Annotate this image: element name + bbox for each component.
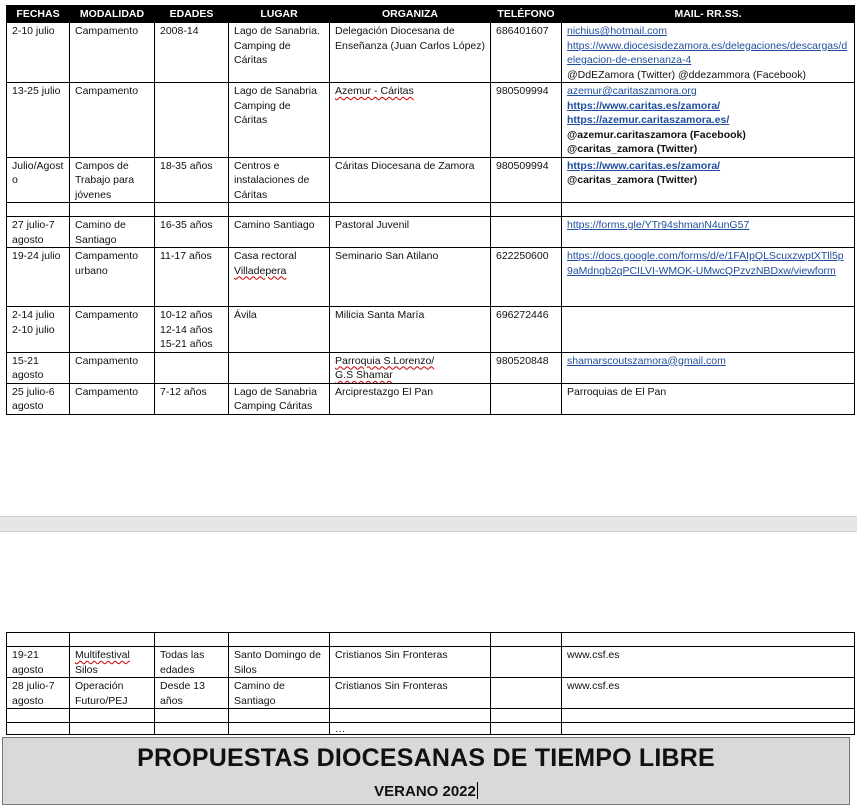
activities-table-page2 bbox=[6, 632, 855, 735]
cell-modalidad bbox=[70, 647, 155, 678]
table-row bbox=[7, 157, 855, 203]
web-link[interactable]: https://www.diocesisdezamora.es/delegaciones/descargas/delegacion-de-ensenanza-4 bbox=[567, 39, 848, 66]
table-row-empty bbox=[7, 633, 855, 647]
cell-telefono bbox=[491, 217, 562, 248]
table-row bbox=[7, 217, 855, 248]
cell-modalidad: Camino de Santiago bbox=[70, 217, 155, 248]
fechas-line: 2-14 julio bbox=[12, 309, 55, 321]
twitter-handle: @caritas_zamora (Twitter) bbox=[567, 143, 698, 155]
cell-mail: www.csf.es bbox=[562, 678, 855, 709]
cell-telefono: 622250600 bbox=[491, 248, 562, 307]
cell-mail bbox=[562, 307, 855, 353]
cell-modalidad: Campamento bbox=[70, 307, 155, 353]
email-link[interactable]: shamarscoutszamora@gmail.com bbox=[567, 354, 726, 367]
cell-telefono: 686401607 bbox=[491, 23, 562, 83]
fechas-line: 2-10 julio bbox=[12, 323, 55, 336]
header-lugar: LUGAR bbox=[229, 6, 330, 23]
cell-fechas: 15-21 agosto bbox=[7, 352, 70, 383]
cell-modalidad: Campamento bbox=[70, 383, 155, 414]
cell-modalidad: Operación Futuro/PEJ bbox=[70, 678, 155, 709]
cell-organiza: Cristianos Sin Fronteras bbox=[330, 647, 491, 678]
cell-fechas: 19-24 julio bbox=[7, 248, 70, 307]
table-row bbox=[7, 678, 855, 709]
header-mail: MAIL- RR.SS. bbox=[562, 6, 855, 23]
cell-edades: 11-17 años bbox=[155, 248, 229, 307]
cell-organiza: Arciprestazgo El Pan bbox=[330, 383, 491, 414]
cell-fechas: 19-21 agosto bbox=[7, 647, 70, 678]
cell-mail: Parroquias de El Pan bbox=[562, 383, 855, 414]
lugar-line: Villadepera bbox=[234, 264, 287, 277]
cell-fechas: 13-25 julio bbox=[7, 83, 70, 158]
cell-mail bbox=[562, 23, 855, 83]
table-row-empty bbox=[7, 723, 855, 735]
table-row bbox=[7, 647, 855, 678]
table-header-row bbox=[7, 6, 855, 23]
cell-edades bbox=[155, 352, 229, 383]
modalidad-line: Silos bbox=[75, 663, 98, 676]
cell-edades: 7-12 años bbox=[155, 383, 229, 414]
header-organiza: ORGANIZA bbox=[330, 6, 491, 23]
cell-modalidad: Campamento bbox=[70, 83, 155, 158]
cell-telefono: 980509994 bbox=[491, 157, 562, 203]
cell-organiza: Pastoral Juvenil bbox=[330, 217, 491, 248]
cell-ellipsis: … bbox=[330, 723, 491, 735]
web-link[interactable]: https://azemur.caritaszamora.es/ bbox=[567, 114, 730, 126]
organiza-line: Parroquia S.Lorenzo/ bbox=[335, 354, 435, 367]
cell-lugar: Santo Domingo de Silos bbox=[229, 647, 330, 678]
organiza-text: Azemur - Cáritas bbox=[335, 85, 414, 97]
cell-lugar: Ávila bbox=[229, 307, 330, 353]
cell-edades: 18-35 años bbox=[155, 157, 229, 203]
header-edades: EDADES bbox=[155, 6, 229, 23]
table-row bbox=[7, 352, 855, 383]
header-telefono: TELÉFONO bbox=[491, 6, 562, 23]
document-subtitle[interactable] bbox=[3, 782, 849, 800]
table-row bbox=[7, 248, 855, 307]
cell-fechas: 2-10 julio bbox=[7, 23, 70, 83]
cell-lugar: Centros e instalaciones de Cáritas bbox=[229, 157, 330, 203]
header-modalidad: MODALIDAD bbox=[70, 6, 155, 23]
table-row bbox=[7, 23, 855, 83]
cell-lugar bbox=[229, 352, 330, 383]
page-break-gap bbox=[0, 516, 857, 532]
cell-lugar: Camino de Santiago bbox=[229, 678, 330, 709]
table-row-empty bbox=[7, 709, 855, 723]
cell-telefono: 980520848 bbox=[491, 352, 562, 383]
form-link[interactable]: https://forms.gle/YTr94shmanN4unG57 bbox=[567, 219, 750, 231]
cell-lugar: Lago de Sanabria. Camping de Cáritas bbox=[229, 23, 330, 83]
cell-fechas: 28 julio-7 agosto bbox=[7, 678, 70, 709]
cell-edades: Todas las edades bbox=[155, 647, 229, 678]
social-handles: @DdEZamora (Twitter) @ddezammora (Facebook) bbox=[567, 68, 806, 81]
cell-modalidad: Campos de Trabajo para jóvenes bbox=[70, 157, 155, 203]
cell-organiza: Cáritas Diocesana de Zamora bbox=[330, 157, 491, 203]
table-row bbox=[7, 383, 855, 414]
document-title: PROPUESTAS DIOCESANAS DE TIEMPO LIBRE bbox=[137, 744, 715, 772]
table-row bbox=[7, 307, 855, 353]
text-cursor bbox=[477, 782, 478, 799]
web-link[interactable]: https://www.caritas.es/zamora/ bbox=[567, 159, 721, 172]
email-link[interactable]: azemur@caritaszamora.org bbox=[567, 85, 697, 97]
header-fechas: FECHAS bbox=[7, 6, 70, 23]
cell-fechas bbox=[7, 307, 70, 353]
cell-lugar: Lago de Sanabria Camping de Cáritas bbox=[229, 83, 330, 158]
cell-lugar: Camino Santiago bbox=[229, 217, 330, 248]
cell-modalidad: Campamento bbox=[70, 352, 155, 383]
table-row bbox=[7, 83, 855, 158]
cell-mail bbox=[562, 83, 855, 158]
table-row-empty bbox=[7, 203, 855, 217]
cell-edades bbox=[155, 307, 229, 353]
edades-line: 12-14 años bbox=[160, 323, 213, 336]
cell-edades: Desde 13 años bbox=[155, 678, 229, 709]
edades-line: 15-21 años bbox=[160, 338, 213, 350]
cell-fechas: 27 julio-7 agosto bbox=[7, 217, 70, 248]
edades-line: 10-12 años bbox=[160, 309, 213, 321]
cell-telefono: 696272446 bbox=[491, 307, 562, 353]
cell-organiza: Delegación Diocesana de Enseñanza (Juan Carlos López) bbox=[330, 23, 491, 83]
cell-modalidad: Campamento bbox=[70, 23, 155, 83]
cell-lugar bbox=[229, 248, 330, 307]
cell-lugar: Lago de Sanabria Camping Cáritas bbox=[229, 383, 330, 414]
cell-modalidad: Campamento urbano bbox=[70, 248, 155, 307]
cell-edades: 16-35 años bbox=[155, 217, 229, 248]
cell-telefono bbox=[491, 678, 562, 709]
modalidad-line: Multifestival bbox=[75, 649, 130, 661]
cell-edades bbox=[155, 83, 229, 158]
facebook-handle: @azemur.caritaszamora (Facebook) bbox=[567, 128, 746, 141]
cell-telefono bbox=[491, 647, 562, 678]
form-link[interactable]: https://docs.google.com/forms/d/e/1FAIpQLScuxzwptXTll5p9aMdnqb2qPCILVI-WMOK-UMwcQPzvzNBDxw/viewform bbox=[567, 250, 844, 277]
email-link[interactable]: nichius@hotmail.com bbox=[567, 25, 667, 37]
cell-mail bbox=[562, 217, 855, 248]
cell-mail: www.csf.es bbox=[562, 647, 855, 678]
subtitle-text: VERANO 2022 bbox=[374, 783, 476, 800]
cell-mail bbox=[562, 352, 855, 383]
cell-fechas: 25 julio-6 agosto bbox=[7, 383, 70, 414]
title-box bbox=[2, 737, 850, 805]
cell-organiza bbox=[330, 83, 491, 158]
cell-organiza: Cristianos Sin Fronteras bbox=[330, 678, 491, 709]
cell-edades: 2008-14 bbox=[155, 23, 229, 83]
cell-organiza bbox=[330, 352, 491, 383]
activities-table-page1 bbox=[6, 5, 855, 415]
cell-telefono: 980509994 bbox=[491, 83, 562, 158]
cell-telefono bbox=[491, 383, 562, 414]
cell-fechas: Julio/Agosto bbox=[7, 157, 70, 203]
cell-mail bbox=[562, 157, 855, 203]
cell-organiza: Seminario San Atilano bbox=[330, 248, 491, 307]
cell-organiza: Milicia Santa María bbox=[330, 307, 491, 353]
lugar-line: Casa rectoral bbox=[234, 250, 297, 262]
organiza-line: G.S Shamar bbox=[335, 369, 393, 381]
web-link[interactable]: https://www.caritas.es/zamora/ bbox=[567, 99, 721, 112]
cell-mail bbox=[562, 248, 855, 307]
twitter-handle: @caritas_zamora (Twitter) bbox=[567, 174, 698, 186]
